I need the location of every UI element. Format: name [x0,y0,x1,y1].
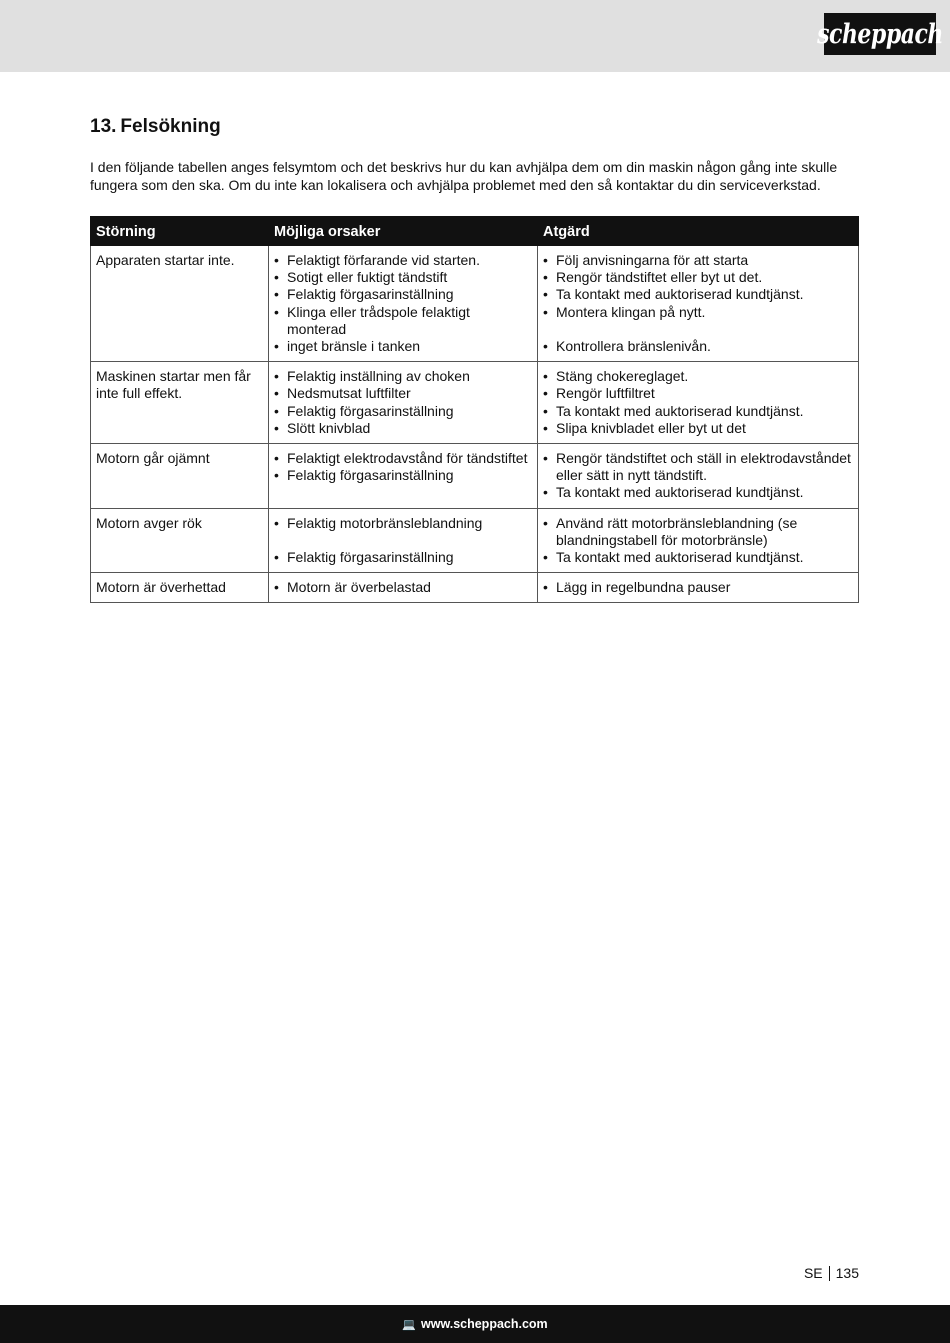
action-item: • Stäng chokereglaget. [543,368,853,385]
page-language: SE [803,1265,823,1281]
header-causes: Möjliga orsaker [269,217,538,246]
table-row [91,573,859,603]
cause-item: • Felaktig motorbränsleblandning [274,515,532,532]
fault-cell: Motorn går ojämnt [91,444,269,509]
actions-cell [538,508,859,573]
page-number [804,1265,859,1281]
causes-cell [269,508,538,573]
cause-item: • Sotigt eller fuktigt tändstift [274,269,532,286]
action-item: • Ta kontakt med auktoriserad kundtjänst. [543,484,853,501]
action-item: • Använd rätt motorbränsleblandning (se blandningstabell för motorbränsle) [543,515,853,549]
fault-cell: Apparaten startar inte. [91,246,269,362]
action-item: • Rengör luftfiltret [543,385,853,402]
header-fault: Störning [91,217,269,246]
troubleshooting-table [90,216,859,603]
actions-cell [538,362,859,444]
page-number-divider [829,1266,830,1281]
cause-item: • Felaktigt elektrodavstånd för tändstiftet [274,450,532,467]
table-row [91,508,859,573]
action-item: • Slipa knivbladet eller byt ut det [543,420,853,437]
table-row [91,246,859,362]
cause-item: • inget bränsle i tanken [274,338,532,355]
cause-item: • Felaktigt förfarande vid starten. [274,252,532,269]
action-item: • Följ anvisningarna för att starta [543,252,853,269]
causes-cell [269,573,538,603]
cause-item: • Klinga eller trådspole felaktigt monterad [274,304,532,338]
action-item: • Ta kontakt med auktoriserad kundtjänst. [543,286,853,303]
actions-cell [538,444,859,509]
cause-item: • Slött knivblad [274,420,532,437]
header-band [0,0,950,72]
fault-cell: Motorn är överhettad [91,573,269,603]
fault-cell: Motorn avger rök [91,508,269,573]
actions-cell [538,246,859,362]
cause-item: • Felaktig förgasarinställning [274,403,532,420]
intro-paragraph: I den följande tabellen anges felsymtom och det beskrivs hur du kan avhjälpa dem om din maskin någon gång inte skulle fungera som den ska. Om du inte kan lokalisera och avhjälpa problemet med den så kontaktar du din serviceverkstad. [90,159,838,193]
action-item: • Rengör tändstiftet eller byt ut det. [543,269,853,286]
section-title-text: Felsökning [120,116,221,137]
table-row [91,362,859,444]
cause-item: • Felaktig inställning av choken [274,368,532,385]
header-action: Atgärd [538,217,859,246]
footer-band [0,1305,950,1343]
action-item: • Ta kontakt med auktoriserad kundtjänst. [543,549,853,566]
table-header-row [91,217,859,246]
fault-cell: Maskinen startar men får inte full effekt. [91,362,269,444]
section-number: 13. [90,116,117,137]
cause-item: • Felaktig förgasarinställning [274,286,532,303]
action-item: • Lägg in regelbundna pauser [543,579,853,596]
footer-url[interactable]: www.scheppach.com [421,1317,548,1331]
action-item: • Rengör tändstiftet och ställ in elektrodavståndet eller sätt in nytt tändstift. [543,450,853,484]
section-title [90,116,221,138]
action-item: • Kontrollera bränslenivån. [543,338,853,355]
cause-item: • Felaktig förgasarinställning [274,549,532,566]
cause-item: • Nedsmutsat luftfilter [274,385,532,402]
causes-cell [269,362,538,444]
cause-item: • Motorn är överbelastad [274,579,532,596]
action-item: • Ta kontakt med auktoriserad kundtjänst. [543,403,853,420]
causes-cell [269,444,538,509]
page-number-value: 135 [835,1265,859,1281]
actions-cell [538,573,859,603]
computer-icon: 💻 [402,1318,417,1331]
causes-cell [269,246,538,362]
scheppach-logo: scheppach [824,13,936,55]
cause-item: • Felaktig förgasarinställning [274,467,532,484]
action-item: • Montera klingan på nytt. [543,304,853,321]
table-row [91,444,859,509]
